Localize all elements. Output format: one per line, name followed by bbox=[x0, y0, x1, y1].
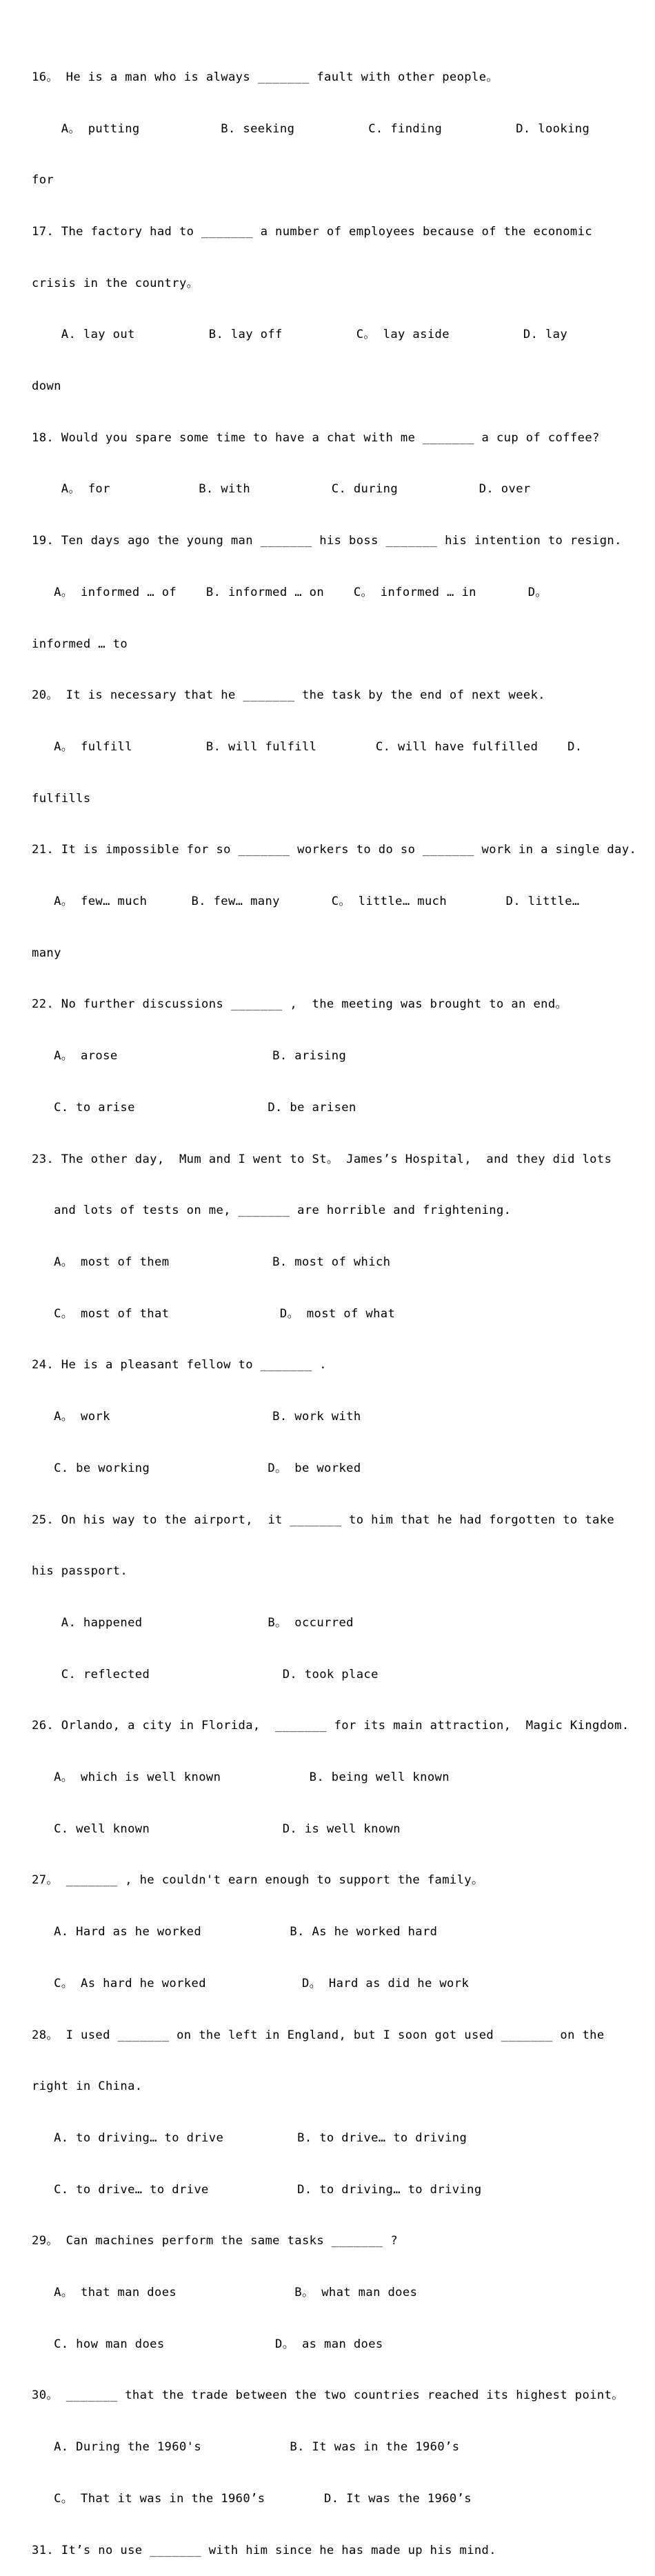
question-24: 24. He is a pleasant fellow to _______ . bbox=[32, 1358, 327, 1372]
question-22-options-cd: C. to arise D. be arisen bbox=[32, 1100, 356, 1115]
question-22: 22. No further discussions _______ , the meeting was brought to an end。 bbox=[32, 997, 568, 1012]
question-28-options-cd: C. to drive… to drive D. to driving… to driving bbox=[32, 2182, 482, 2197]
question-30-options-cd: C。 That it was in the 1960’s D. It was the 1960’s bbox=[32, 2491, 472, 2506]
question-17-cont: crisis in the country。 bbox=[32, 276, 199, 290]
question-20: 20。 It is necessary that he _______ the task by the end of next week. bbox=[32, 688, 545, 703]
question-16-options-cont: for bbox=[32, 173, 54, 188]
question-21: 21. It is impossible for so _______ workers to do so _______ work in a single day. bbox=[32, 843, 637, 857]
exam-page bbox=[32, 34, 637, 2576]
question-26-options-cd: C. well known D. is well known bbox=[32, 1821, 401, 1836]
question-26-options-ab: A。 which is well known B. being well known bbox=[32, 1770, 450, 1785]
question-26: 26. Orlando, a city in Florida, _______ for its main attraction, Magic Kingdom. bbox=[32, 1719, 629, 1733]
question-23-cont: and lots of tests on me, _______ are horrible and frightening. bbox=[32, 1204, 512, 1218]
question-19-options: A。 informed … of B. informed … on C。 informed … in D。 bbox=[32, 585, 547, 599]
question-29: 29。 Can machines perform the same tasks _______ ? bbox=[32, 2234, 399, 2248]
question-21-options: A。 few… much B. few… many C。 little… much D. little… bbox=[32, 895, 580, 909]
question-23-options-ab: A。 most of them B. most of which bbox=[32, 1255, 391, 1269]
question-16: 16。 He is a man who is always _______ fault with other people。 bbox=[32, 70, 498, 84]
question-27-options-cd: C。 As hard he worked D。 Hard as did he work bbox=[32, 1976, 470, 1990]
question-20-options: A。 fulfill B. will fulfill C. will have fulfilled D. bbox=[32, 739, 583, 754]
question-17-options-cont: down bbox=[32, 379, 61, 394]
question-22-options-ab: A。 arose B. arising bbox=[32, 1049, 347, 1064]
question-28-cont: right in China. bbox=[32, 2079, 143, 2094]
question-31: 31. It’s no use _______ with him since he has made up his mind. bbox=[32, 2543, 496, 2557]
question-20-options-cont: fulfills bbox=[32, 791, 91, 806]
question-17-options: A. lay out B. lay off C。 lay aside D. lay bbox=[32, 328, 568, 342]
question-18: 18. Would you spare some time to have a chat with me _______ a cup of coffee? bbox=[32, 430, 600, 445]
question-29-options-ab: A。 that man does B。 what man does bbox=[32, 2286, 418, 2300]
question-19-options-cont: informed … to bbox=[32, 637, 128, 651]
question-16-options: A。 putting B. seeking C. finding D. looking bbox=[32, 121, 590, 136]
question-19: 19. Ten days ago the young man _______ his boss _______ his intention to resign. bbox=[32, 534, 622, 548]
question-27: 27。 _______ , he couldn't earn enough to support the family。 bbox=[32, 1873, 484, 1888]
question-28-options-ab: A. to driving… to drive B. to drive… to driving bbox=[32, 2130, 467, 2145]
question-30-options-ab: A. During the 1960's B. It was in the 1960’s bbox=[32, 2440, 460, 2455]
question-25: 25. On his way to the airport, it _______ to him that he had forgotten to take bbox=[32, 1512, 615, 1527]
question-25-options-cd: C. reflected D. took place bbox=[32, 1667, 379, 1681]
question-25-options-ab: A. happened B。 occurred bbox=[32, 1615, 354, 1630]
question-23-options-cd: C。 most of that D。 most of what bbox=[32, 1306, 396, 1321]
question-24-options-cd: C. be working D。 be worked bbox=[32, 1461, 361, 1475]
question-28: 28。 I used _______ on the left in England, but I soon got used _______ on the bbox=[32, 2028, 605, 2042]
question-29-options-cd: C. how man does D。 as man does bbox=[32, 2337, 383, 2351]
question-27-options-ab: A. Hard as he worked B. As he worked hard bbox=[32, 1925, 438, 1939]
question-21-options-cont: many bbox=[32, 946, 61, 960]
question-24-options-ab: A。 work B. work with bbox=[32, 1410, 361, 1424]
question-17: 17. The factory had to _______ a number of employees because of the economic bbox=[32, 224, 593, 239]
question-30: 30。 _______ that the trade between the two countries reached its highest point。 bbox=[32, 2388, 624, 2403]
question-18-options: A。 for B. with C. during D. over bbox=[32, 482, 531, 497]
question-25-cont: his passport. bbox=[32, 1564, 128, 1579]
question-23: 23. The other day, Mum and I went to St。 James’s Hospital, and they did lots bbox=[32, 1152, 612, 1166]
